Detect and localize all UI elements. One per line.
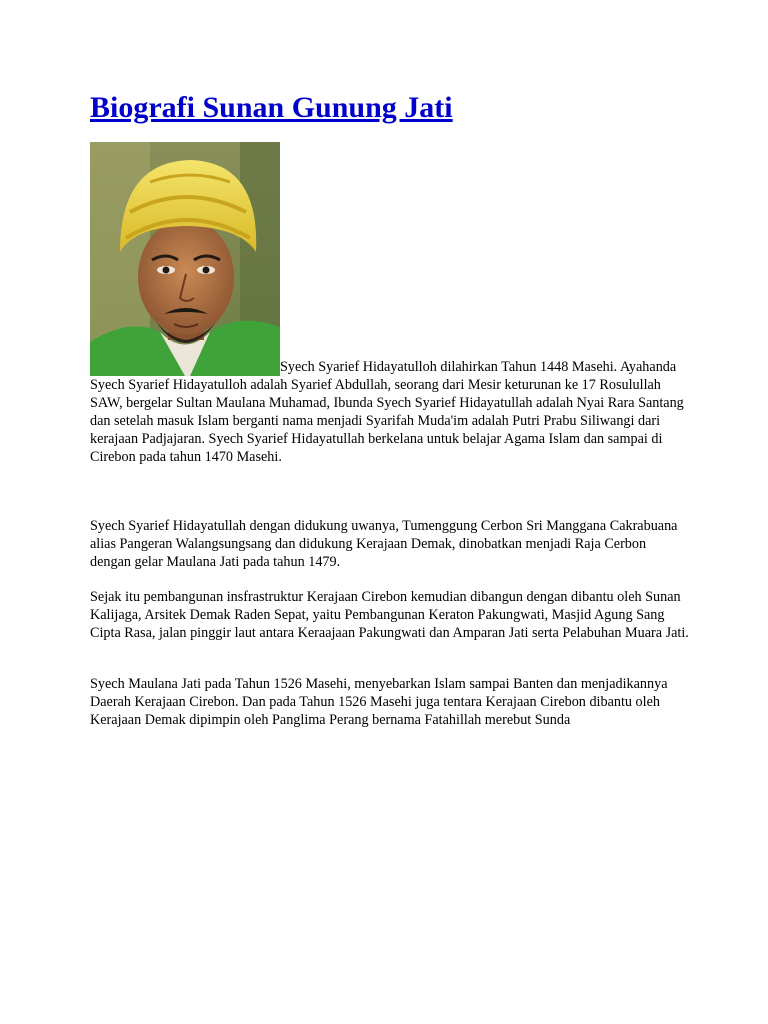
portrait-image [90, 142, 280, 376]
intro-text: Syech Syarief Hidayatulloh dilahirkan Tahun 1448 Masehi. Ayahanda Syech Syarief Hidayatulloh adalah Syarief Abdullah, seorang dari Mesir keturunan ke 17 Rosulullah SAW, bergelar Sultan Maulana Muhamad, Ibunda Syech Syarief Hidayatullah adalah Nyai Rara Santang dan setelah masuk Islam berganti nama menjadi Syarifah Muda'im adalah Putri Prabu Siliwangi dari kerajaan Padjajaran. Syech Syarief Hidayatullah berkelana untuk belajar Agama Islam dan sampai di Cirebon pada tahun 1470 Masehi. [90, 359, 684, 465]
paragraph-infrastructure: Sejak itu pembangunan insfrastruktur Kerajaan Cirebon kemudian dibangun dengan dibantu oleh Sunan Kalijaga, Arsitek Demak Raden Sepat, yaitu Pembangunan Keraton Pakungwati, Masjid Agung Sang Cipta Rasa, jalan pinggir laut antara Keraajaan Pakungwati dan Amparan Jati serta Pelabuhan Muara Jati. [90, 589, 689, 641]
paragraph-coronation: Syech Syarief Hidayatullah dengan didukung uwanya, Tumenggung Cerbon Sri Manggana Cakrabuana alias Pangeran Walangsungsang dan didukung Kerajaan Demak, dinobatkan menjadi Raja Cerbon dengan gelar Maulana Jati pada tahun 1479. [90, 518, 678, 570]
paragraph-banten: Syech Maulana Jati pada Tahun 1526 Masehi, menyebarkan Islam sampai Banten dan menjadikannya Daerah Kerajaan Cirebon. Dan pada Tahun 1526 Masehi juga tentara Kerajaan Cirebon dibantu oleh Kerajaan Demak dipimpin oleh Panglima Perang bernama Fatahillah merebut Sunda [90, 676, 668, 728]
page-title[interactable]: Biografi Sunan Gunung Jati [90, 91, 453, 124]
intro-paragraph [90, 142, 690, 466]
